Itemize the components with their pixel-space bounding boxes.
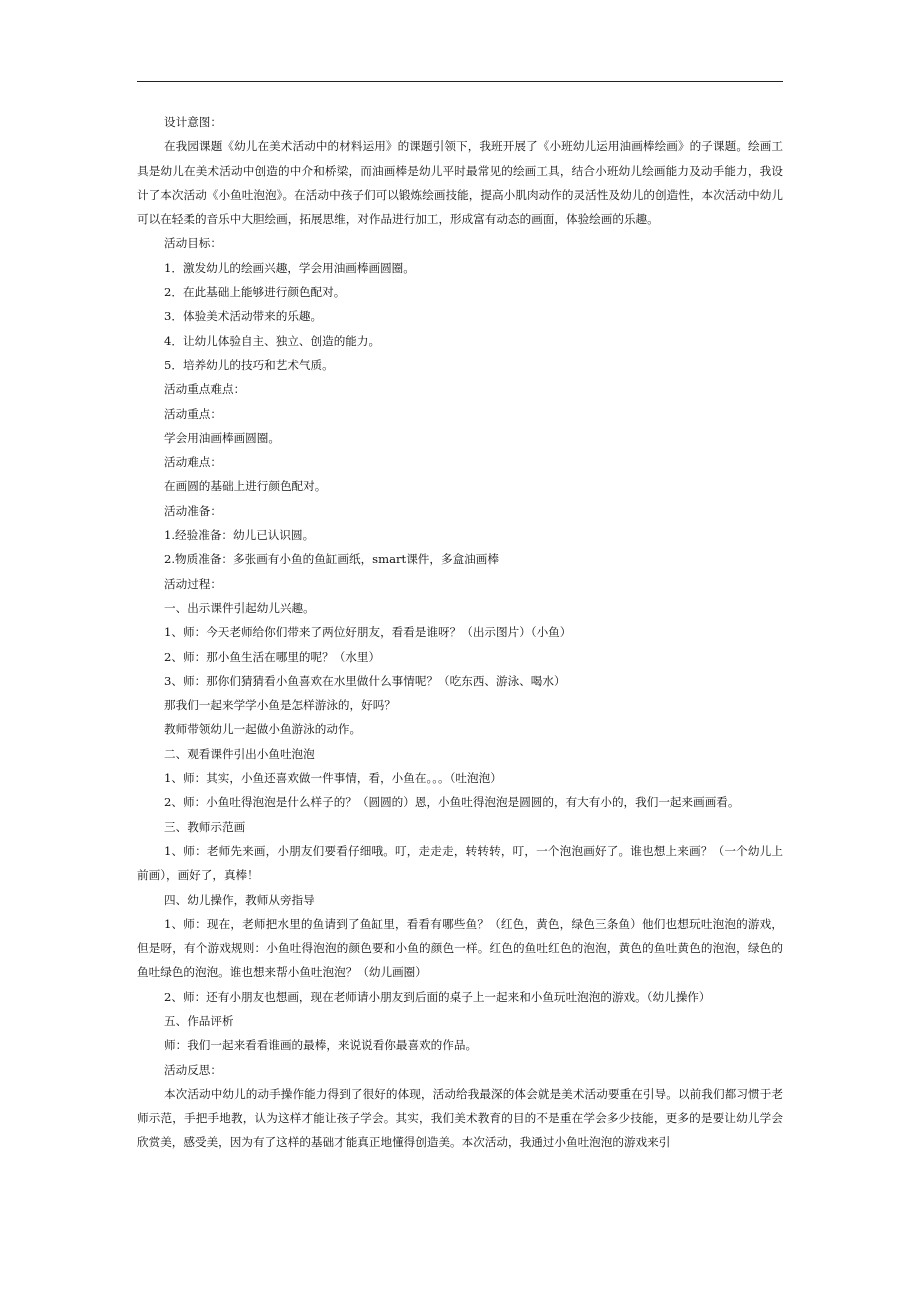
text-line: 3、师：那你们猜猜看小鱼喜欢在水里做什么事情呢？（吃东西、游泳、喝水）	[164, 673, 566, 688]
text-line: 五、作品评析	[164, 1013, 234, 1028]
text-line: 活动难点：	[164, 455, 222, 470]
text-line: 3．体验美术活动带来的乐趣。	[164, 309, 323, 324]
text-line: 4．让幼儿体验自主、独立、创造的能力。	[164, 333, 381, 348]
text-line: 活动反思：	[164, 1062, 222, 1077]
document-body	[137, 110, 783, 1155]
paragraph: 本次活动中幼儿的动手操作能力得到了很好的体现，活动给我最深的体会就是美术活动要重在引导。以前我们都习惯于老师示范，手把手地教，认为这样才能让孩子学会。其实，我们美术教育的目的不是重在学会多少技能，更多的是要让幼儿学会欣赏美，感受美，因为有了这样的基础才能真正地懂得创造美。本次活动，我通过小鱼吐泡泡的游戏来引	[137, 1086, 783, 1150]
paragraph: 1、师：现在，老师把水里的鱼请到了鱼缸里，看看有哪些鱼？（红色，黄色，绿色三条鱼）他们也想玩吐泡泡的游戏，但是呀，有个游戏规则：小鱼吐得泡泡的颜色要和小鱼的颜色一样。红色的鱼吐红色的泡泡，黄色的鱼吐黄色的泡泡，绿色的鱼吐绿色的泡泡。谁也想来帮小鱼吐泡泡？（幼儿画圈）	[137, 916, 783, 980]
text-line: 活动重点难点：	[164, 382, 246, 397]
text-line: 5．培养幼儿的技巧和艺术气质。	[164, 357, 334, 372]
text-line: 在画圆的基础上进行颜色配对。	[164, 479, 327, 494]
text-line: 那我们一起来学学小鱼是怎样游泳的，好吗？	[164, 698, 396, 713]
text-line: 2、师：小鱼吐得泡泡是什么样子的？（圆圆的）恩，小鱼吐得泡泡是圆圆的，有大有小的，我们一起来画画看。	[164, 795, 740, 810]
text-line: 1．激发幼儿的绘画兴趣，学会用油画棒画圆圈。	[164, 260, 415, 275]
text-line: 活动准备：	[164, 503, 222, 518]
text-line: 一、出示课件引起幼儿兴趣。	[164, 600, 315, 615]
text-line: 三、教师示范画	[164, 819, 246, 834]
text-line: 师：我们一起来看看谁画的最棒，来说说看你最喜欢的作品。	[164, 1038, 478, 1053]
text-line: 2.物质准备：多张画有小鱼的鱼缸画纸，smart课件，多盒油画棒	[164, 552, 499, 567]
text-line: 1、师：其实，小鱼还喜欢做一件事情，看，小鱼在。。。（吐泡泡）	[164, 771, 502, 786]
text-line: 2、师：那小鱼生活在哪里的呢？（水里）	[164, 649, 381, 664]
header-rule	[137, 81, 783, 82]
paragraph: 1、师：老师先来画，小朋友们要看仔细哦。叮，走走走，转转转，叮，一个泡泡画好了。谁也想上来画？（一个幼儿上前画），画好了，真棒！	[137, 843, 783, 883]
text-line: 设计意图：	[164, 115, 222, 129]
text-line: 活动重点：	[164, 406, 222, 421]
text-line: 活动过程：	[164, 576, 222, 591]
paragraph: 在我园课题《幼儿在美术活动中的材料运用》的课题引领下，我班开展了《小班幼儿运用油画棒绘画》的子课题。绘画工具是幼儿在美术活动中创造的中介和桥梁，而油画棒是幼儿平时最常见的绘画工具，结合小班幼儿绘画能力及动手能力，我设计了本次活动《小鱼吐泡泡》。在活动中孩子们可以锻炼绘画技能，提高小肌肉动作的灵活性及幼儿的创造性，本次活动中幼儿可以在轻柔的音乐中大胆绘画，拓展思维，对作品进行加工，形成富有动态的画面，体验绘画的乐趣。	[137, 139, 783, 227]
text-line: 学会用油画棒画圆圈。	[164, 430, 280, 445]
text-line: 2．在此基础上能够进行颜色配对。	[164, 285, 346, 300]
text-line: 教师带领幼儿一起做小鱼游泳的动作。	[164, 722, 362, 737]
text-line: 四、幼儿操作，教师从旁指导	[164, 892, 315, 907]
text-line: 1.经验准备：幼儿已认识圆。	[164, 528, 315, 543]
text-line: 2、师：还有小朋友也想画，现在老师请小朋友到后面的桌子上一起来和小鱼玩吐泡泡的游戏。（幼儿操作）	[164, 989, 711, 1004]
text-line: 二、观看课件引出小鱼吐泡泡	[164, 746, 315, 761]
text-line: 活动目标：	[164, 236, 222, 251]
text-line: 1、师：今天老师给你们带来了两位好朋友，看看是谁呀？（出示图片）（小鱼）	[164, 625, 572, 640]
